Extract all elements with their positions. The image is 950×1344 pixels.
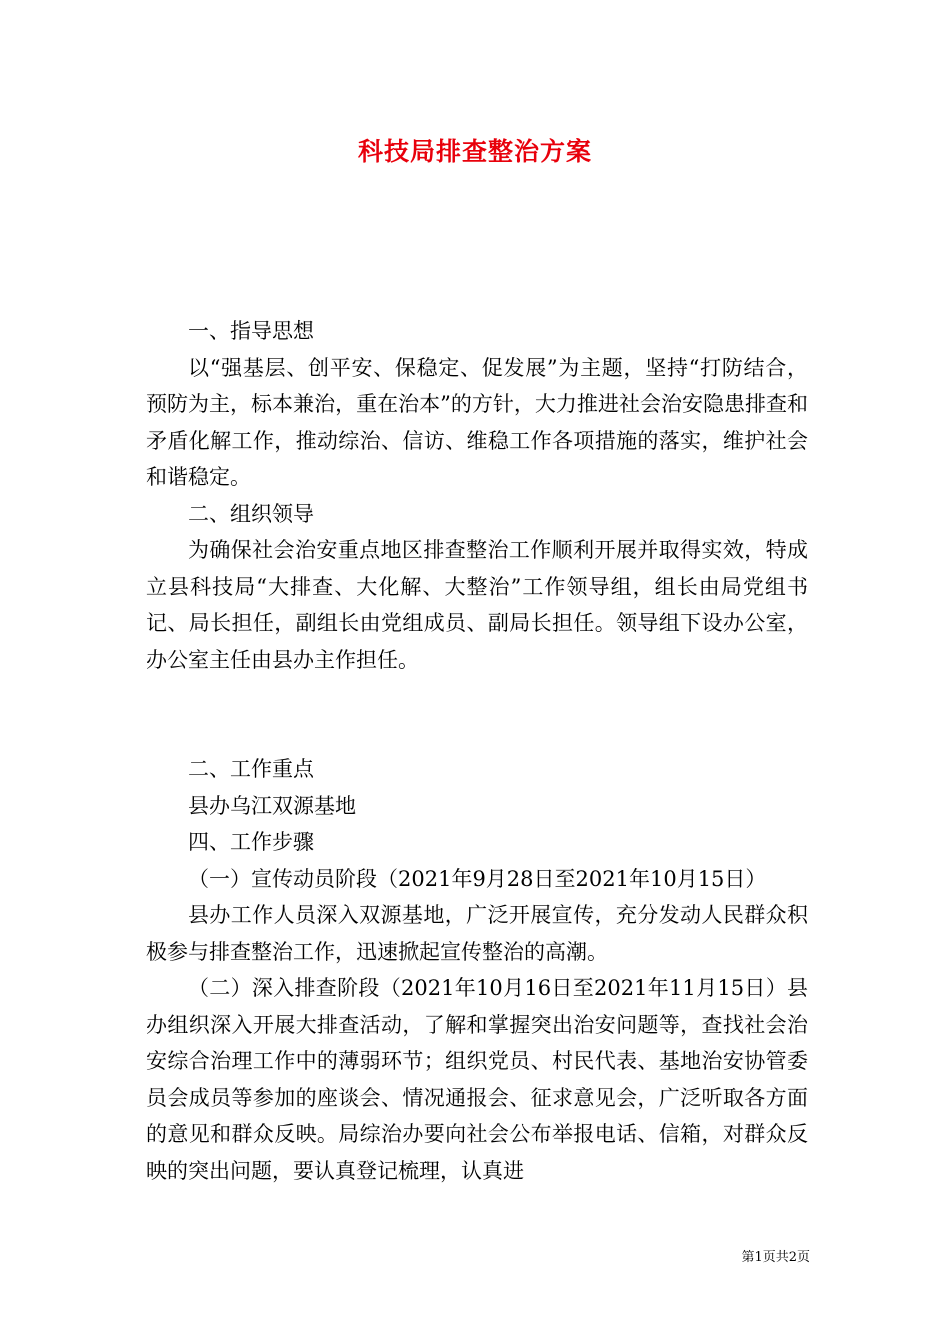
paragraph-organization: 为确保社会治安重点地区排查整治工作顺利开展并取得实效，特成立县科技局“大排查、大化解、大整治”工作领导组，组长由局党组书记、局长担任，副组长由党组成员、副局长担任。领导组下设办公室，办公室主任由县办主作担任。 bbox=[146, 538, 808, 672]
paragraph-step-two: （二）深入排查阶段（2021年10月16日至2021年11月15日）县办组织深入开展大排查活动，了解和掌握突出治安问题等，查找社会治安综合治理工作中的薄弱环节；组织党员、村民代表、基地治安协管委员会成员等参加的座谈会、情况通报会、征求意见会，广泛听取各方面的意见和群众反映。局综治办要向社会公布举报电话、信箱，对群众反映的突出问题，要认真登记梳理，认真进 bbox=[146, 976, 808, 1183]
document-body bbox=[146, 313, 808, 1189]
paragraph-work-focus: 县办乌江双源基地 bbox=[188, 793, 356, 818]
section-gap bbox=[146, 678, 808, 751]
paragraph-step-one: 县办工作人员深入双源基地，广泛开展宣传，充分发动人民群众积极参与排查整治工作，迅速掀起宣传整治的高潮。 bbox=[146, 903, 808, 964]
step-one-heading: （一）宣传动员阶段（2021年9月28日至2021年10月15日） bbox=[188, 866, 767, 891]
section-heading-guiding-thought: 一、指导思想 bbox=[188, 319, 314, 343]
page-indicator: 第1页共2页 bbox=[741, 1250, 810, 1265]
document-title: 科技局排查整治方案 bbox=[357, 137, 592, 166]
section-heading-work-focus: 二、工作重点 bbox=[188, 757, 314, 781]
paragraph-guiding-thought: 以“强基层、创平安、保稳定、促发展”为主题，坚持“打防结合，预防为主，标本兼治，重在治本”的方针，大力推进社会治安隐患排查和矛盾化解工作，推动综治、信访、维稳工作各项措施的落实，维护社会和谐稳定。 bbox=[146, 355, 808, 489]
section-heading-organization: 二、组织领导 bbox=[188, 501, 314, 526]
section-heading-work-steps: 四、工作步骤 bbox=[188, 830, 314, 854]
